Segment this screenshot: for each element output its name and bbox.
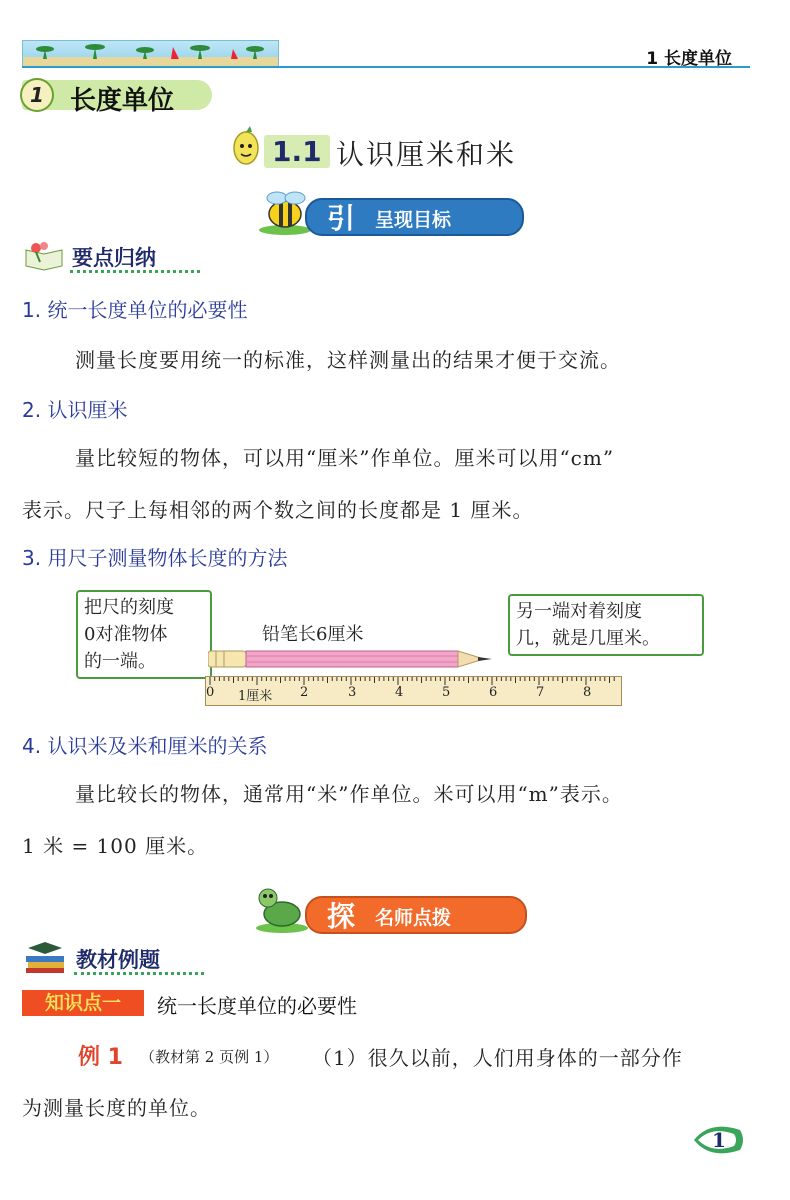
point-4-body-line-1: 量比较长的物体，通常用“米”作单位。米可以用“m”表示。 <box>75 782 623 806</box>
ruler-tick-3: 3 <box>348 685 357 700</box>
point-1-title: 1. 统一长度单位的必要性 <box>22 298 248 322</box>
example-text-line-1: （1）很久以前，人们用身体的一部分作 <box>312 1046 683 1070</box>
ruler-tick-8: 8 <box>583 685 592 700</box>
page-number: 1 <box>712 1128 726 1152</box>
ruler-tick-0: 0 <box>206 685 215 700</box>
right-callout-line-1: 另一端对着刻度 <box>516 601 642 622</box>
left-callout-line-3: 的一端。 <box>84 651 156 672</box>
section-title: 认识厘米和米 <box>336 138 517 171</box>
example-text-line-2: 为测量长度的单位。 <box>22 1096 211 1120</box>
books-stack-icon <box>22 940 68 974</box>
explore-banner <box>305 896 527 934</box>
palm-tree-scenery-icon <box>23 41 278 67</box>
ruler-tick-1: 1厘米 <box>238 689 273 704</box>
key-points-heading: 要点归纳 <box>72 246 156 270</box>
ruler-tick-4: 4 <box>395 685 404 700</box>
left-callout <box>76 590 212 679</box>
intro-banner <box>305 198 524 236</box>
point-1-body: 测量长度要用统一的标准，这样测量出的结果才便于交流。 <box>75 348 621 372</box>
chapter-number: 1 <box>20 78 54 112</box>
knowledge-point-title: 统一长度单位的必要性 <box>157 994 357 1018</box>
left-callout-line-1: 把尺的刻度 <box>84 597 174 618</box>
header-rule <box>22 66 750 68</box>
point-2-body-line-1: 量比较短的物体，可以用“厘米”作单位。厘米可以用“cm” <box>75 446 615 470</box>
point-2-body-line-2: 表示。尺子上每相邻的两个数之间的长度都是 1 厘米。 <box>22 498 534 522</box>
explore-banner-big-char: 探 <box>327 900 356 933</box>
ruler-tick-7: 7 <box>536 685 545 700</box>
pencil-icon <box>208 646 498 672</box>
key-points-underline <box>70 270 200 273</box>
point-2-title: 2. 认识厘米 <box>22 398 128 422</box>
ruler <box>205 676 622 706</box>
chapter-title: 长度单位 <box>70 86 175 116</box>
explore-banner-label: 名师点拨 <box>375 907 452 929</box>
right-callout <box>508 594 704 656</box>
textbook-heading: 教材例题 <box>76 948 160 972</box>
ruler-tick-5: 5 <box>442 685 451 700</box>
point-4-body-line-2: 1 米 = 100 厘米。 <box>22 834 209 858</box>
header-decoration-banner <box>22 40 279 68</box>
point-4-title: 4. 认识米及米和厘米的关系 <box>22 734 268 758</box>
example-source: （教材第 2 页例 1） <box>140 1048 279 1066</box>
left-callout-line-2: 0对准物体 <box>84 624 168 645</box>
intro-banner-label: 呈现目标 <box>375 209 452 231</box>
flower-book-icon <box>22 240 66 272</box>
textbook-underline <box>74 972 204 975</box>
right-callout-line-2: 几，就是几厘米。 <box>516 628 660 649</box>
lemon-mascot-icon <box>228 124 264 168</box>
point-3-title: 3. 用尺子测量物体长度的方法 <box>22 546 288 570</box>
running-title: 1 长度单位 <box>646 49 732 69</box>
example-label: 例 1 <box>78 1045 123 1070</box>
ruler-tick-6: 6 <box>489 685 498 700</box>
intro-banner-big-char: 引 <box>327 202 356 235</box>
pencil-length-label: 铅笔长6厘米 <box>262 624 364 645</box>
knowledge-point-tag: 知识点一 <box>22 990 144 1016</box>
turtle-mascot-icon <box>252 884 312 934</box>
ruler-tick-2: 2 <box>300 685 309 700</box>
section-number: 1.1 <box>264 135 330 168</box>
